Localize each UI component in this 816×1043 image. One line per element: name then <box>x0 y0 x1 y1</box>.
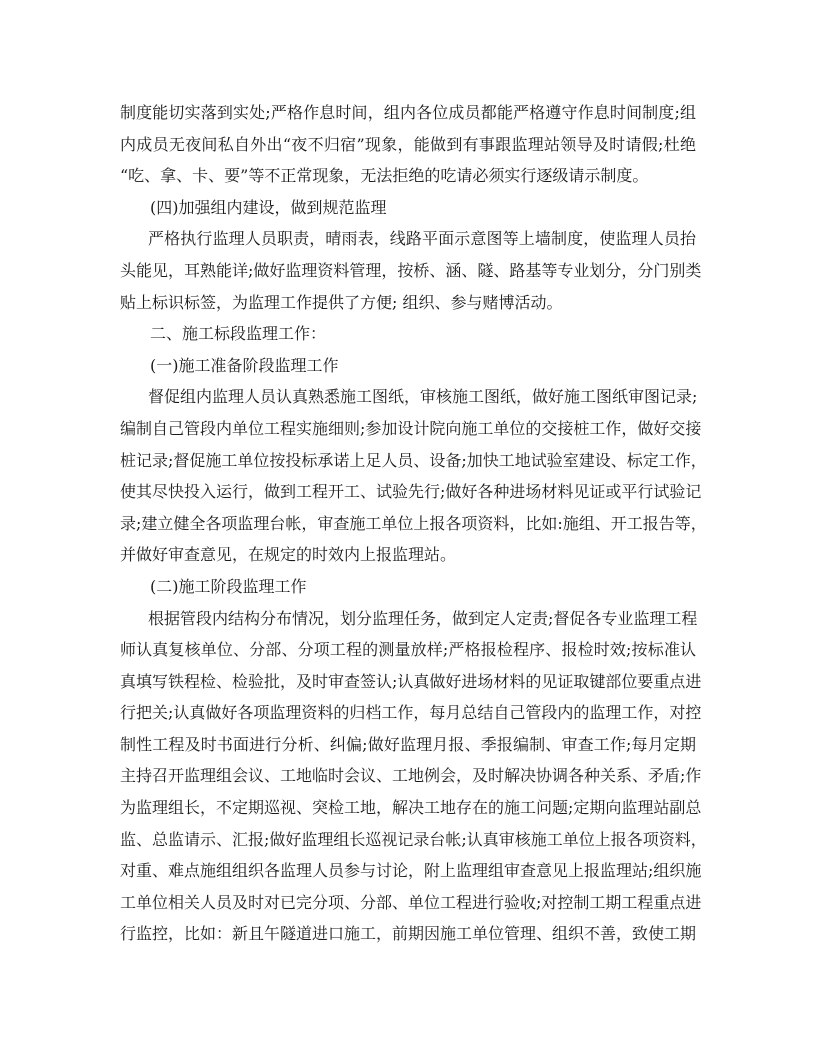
text-line: 主持召开监理组会议、工地临时会议、工地例会，及时解决协调各种关系、矛盾;作 <box>120 766 702 786</box>
text-line: 制性工程及时书面进行分析、纠偏;做好监理月报、季报编制、审查工作;每月定期 <box>120 734 696 754</box>
text-line: 制度能切实落到实处;严格作息时间，组内各位成员都能严格遵守作息时间制度;组 <box>120 103 696 122</box>
text-line: 贴上标识标签，为监理工作提供了方便; 组织、参与赌博活动。 <box>120 292 563 312</box>
text-line: 对重、难点施组组织各监理人员参与讨论，附上监理组审查意见上报监理站;组织施 <box>120 861 702 881</box>
text-line: 工单位相关人员及时对已完分项、分部、单位工程进行验收;对控制工期工程重点进 <box>120 892 702 912</box>
section-heading: (二)施工阶段监理工作 <box>150 576 307 596</box>
text-line: 监、总监请示、汇报;做好监理组长巡视记录台帐;认真审核施工单位上报各项资料， <box>120 829 707 849</box>
paragraph-first-line: 严格执行监理人员职责，晴雨表，线路平面示意图等上墙制度，使监理人员抬 <box>148 229 696 249</box>
text-line: “吃、拿、卡、要”等不正常现象，无法拒绝的吃请必须实行逐级请示制度。 <box>120 166 649 186</box>
section-heading: 二、施工标段监理工作： <box>150 324 327 344</box>
paragraph-first-line: 督促组内监理人员认真熟悉施工图纸，审核施工图纸，做好施工图纸审图记录; <box>148 387 698 407</box>
text-line: 内成员无夜间私自外出“夜不归宿”现象，能做到有事跟监理站领导及时请假;杜绝 <box>120 134 696 154</box>
text-line: 头能见，耳熟能详;做好监理资料管理，按桥、涵、隧、路基等专业划分，分门别类 <box>120 260 702 280</box>
text-line: 编制自己管段内单位工程实施细则;参加设计院向施工单位的交接桩工作，做好交接 <box>120 418 702 438</box>
text-line: 为监理组长，不定期巡视、突检工地，解决工地存在的施工问题;定期向监理站副总 <box>120 798 702 818</box>
text-line: 桩记录;督促施工单位按投标承诺上足人员、设备;加快工地试验室建设、标定工作， <box>120 450 707 470</box>
section-heading: (四)加强组内建设，做到规范监理 <box>150 197 387 217</box>
text-line: 行监控，比如：新且午隧道进口施工，前期因施工单位管理、组织不善，致使工期 <box>120 924 697 944</box>
text-line: 行把关;认真做好各项监理资料的归档工作，每月总结自己管段内的监理工作，对控 <box>120 703 702 723</box>
paragraph-first-line: 根据管段内结构分布情况，划分监理任务，做到定人定责;督促各专业监理工程 <box>148 608 698 628</box>
section-heading: (一)施工准备阶段监理工作 <box>150 355 339 375</box>
text-line: 并做好审查意见，在规定的时效内上报监理站。 <box>120 545 457 565</box>
text-line: 使其尽快投入运行，做到工程开工、试验先行;做好各种进场材料见证或平行试验记 <box>120 482 702 502</box>
text-line: 师认真复核单位、分部、分项工程的测量放样;严格报检程序、报检时效;按标准认 <box>120 640 696 660</box>
text-line: 真填写铁程检、检验批，及时审查签认;认真做好进场材料的见证取键部位要重点进 <box>120 671 702 691</box>
text-line: 录;建立健全各项监理台帐，审查施工单位上报各项资料，比如:施组、开工报告等， <box>120 513 707 533</box>
document-body <box>120 97 707 950</box>
